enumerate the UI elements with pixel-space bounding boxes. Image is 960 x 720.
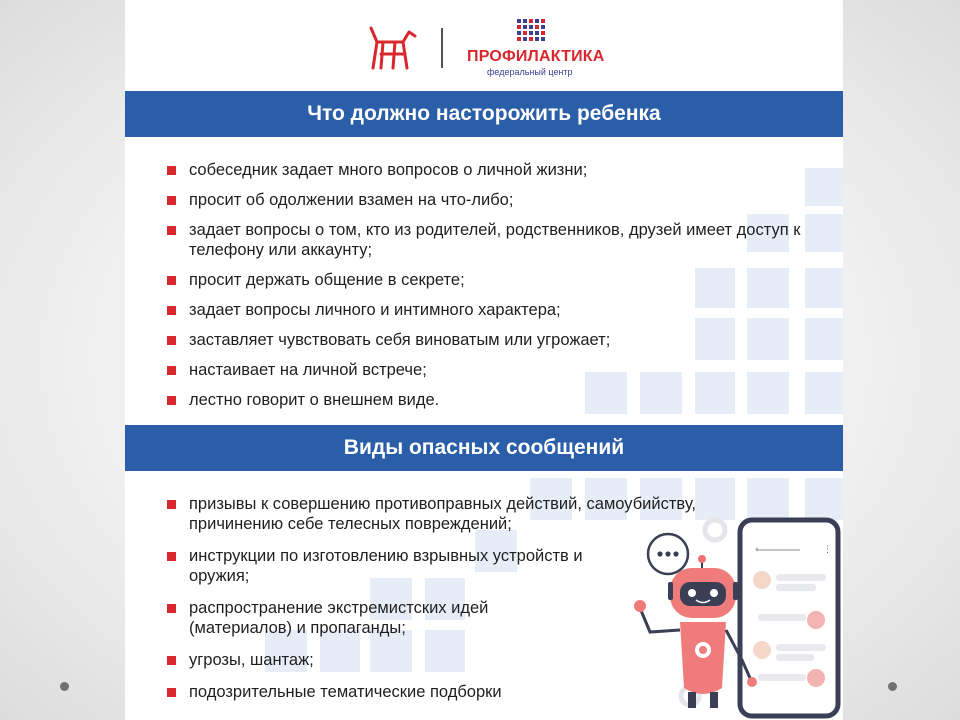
svg-text:‹: ‹ [755,545,759,555]
list-item: угрозы, шантаж; [167,650,787,670]
list-item: распространение экстремистских идей (материалов) и пропаганды; [167,598,567,638]
list-item: лестно говорит о внешнем виде. [167,390,807,410]
bullet-square-icon [167,226,176,235]
list-item: настаивает на личной встрече; [167,360,807,380]
list-item: подозрительные тематические подборки [167,682,787,702]
logo-separator [441,28,443,68]
logo-subtitle: федеральный центр [487,67,573,77]
bullet-square-icon [167,688,176,697]
list-item: задает вопросы о том, кто из родителей, родственников, друзей имеет доступ к телефону или аккаунту; [167,220,807,260]
bullet-square-icon [167,196,176,205]
logo-title: ПРОФИЛАКТИКА [467,48,605,65]
bullet-square-icon [167,336,176,345]
bullet-square-icon [167,656,176,665]
bullet-square-icon [167,306,176,315]
list-item: задает вопросы личного и интимного характера; [167,300,807,320]
chat-bubble-icon [648,534,688,574]
smartphone-icon [740,520,838,716]
list-item: призывы к совершению противоправных действий, самоубийству, причинению себе телесных повреждений; [167,494,787,534]
list-item: просит держать общение в секрете; [167,270,807,290]
svg-text:⋮: ⋮ [823,545,832,555]
bullet-square-icon [167,166,176,175]
bullet-square-icon [167,276,176,285]
infographic-card [125,0,843,720]
list-item: просит об одолжении взамен на что-либо; [167,190,807,210]
bullet-square-icon [167,552,176,561]
horse-logo-icon [363,22,419,72]
list-item: заставляет чувствовать себя виноватым или угрожает; [167,330,807,350]
bullet-square-icon [167,500,176,509]
slide-dot-left [60,682,69,691]
robot-phone-illustration [630,510,843,720]
section-2-header: Виды опасных сообщений [125,425,843,471]
logo-bar [125,0,843,90]
list-item: инструкции по изготовлению взрывных устройств и оружия; [167,546,637,586]
flag-grid-logo-icon [517,19,545,45]
slide-dot-right [888,682,897,691]
section-1-list [167,160,807,420]
bullet-square-icon [167,604,176,613]
bullet-square-icon [167,396,176,405]
section-1-header: Что должно насторожить ребенка [125,91,843,137]
list-item: собеседник задает много вопросов о личной жизни; [167,160,807,180]
bullet-square-icon [167,366,176,375]
